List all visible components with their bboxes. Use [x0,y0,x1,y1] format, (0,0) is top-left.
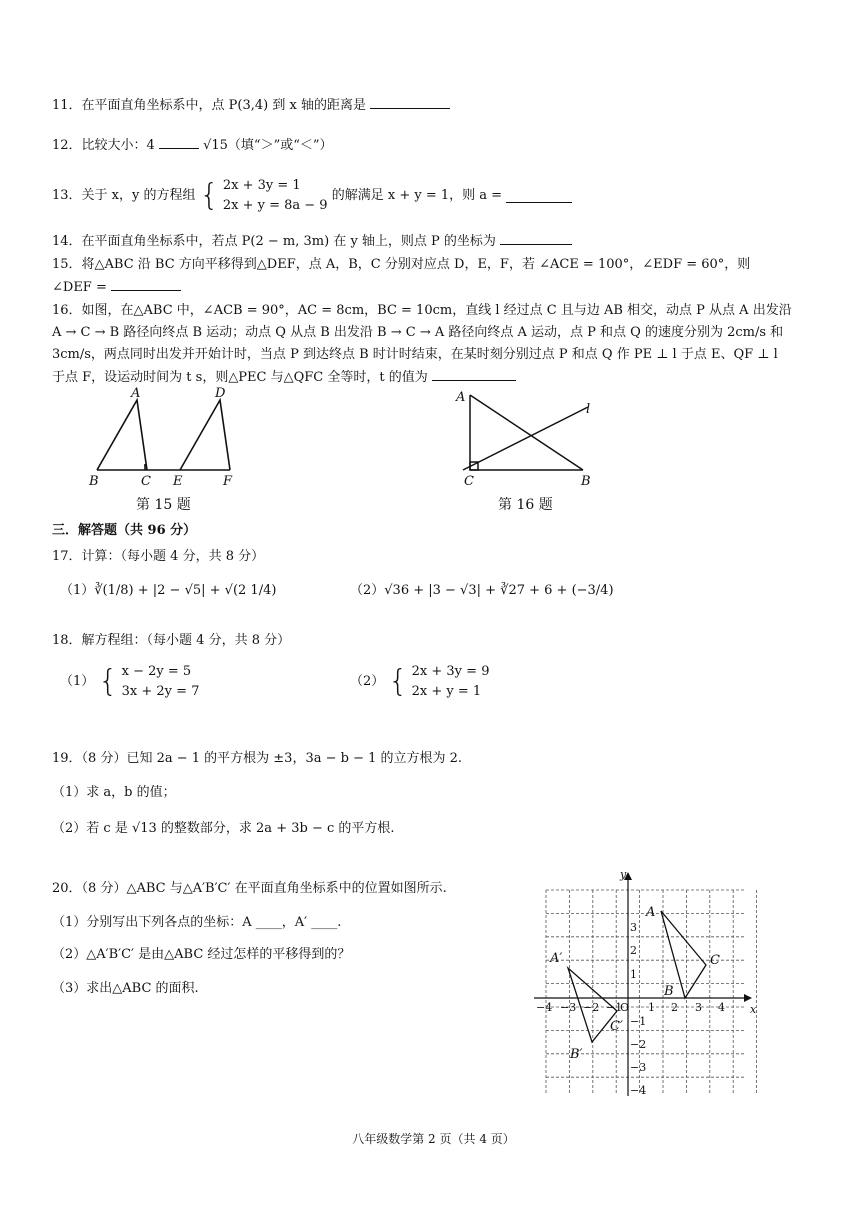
origin-label: O [620,1001,630,1014]
figure-16 [448,385,608,490]
point-C-prime-label: C′ [610,1019,623,1034]
q18-part2 [350,662,489,702]
y-tick-neg2: −2 [630,1038,647,1051]
q13-system [223,176,328,216]
q13-eq2: 2x + y = 8a − 9 [222,198,328,213]
q16-line1: 16．如图，在△ABC 中，∠ACB = 90°，AC = 8cm，BC = 10cm，直线 l 经过点 C 且与边 AB 相交，动点 P 从点 A 出发沿 [52,303,792,318]
y-tick-2: 2 [630,944,637,957]
q12-answer-blank[interactable] [159,136,199,149]
question-11 [52,96,450,115]
q15-line1: 15．将△ABC 沿 BC 方向平移得到△DEF，点 A，B，C 分别对应点 D，E，F，若 ∠ACE = 100°，∠EDF = 60°，则 [52,257,751,272]
q14-text: 14．在平面直角坐标系中，若点 P(2 − m, 3m) 在 y 轴上，则点 P 的坐标为 [52,234,496,249]
question-12 [52,136,333,155]
q13-suffix: 的解满足 x + y = 1，则 a = [331,188,503,203]
q18-p1-label: （1） [60,674,95,689]
q13-brace: { [199,178,219,213]
x-axis-arrow [744,994,752,1002]
y-tick-1: 1 [630,968,637,981]
x-tick-4: 4 [718,1001,725,1014]
q19-part2: （2）若 c 是 √13 的整数部分，求 2a + 3b − c 的平方根. [52,821,395,836]
fig15-label-F: F [223,474,233,489]
fig16-label-A: A [456,390,466,405]
q20-title: 20．（8 分）△ABC 与△A′B′C′ 在平面直角坐标系中的位置如图所示. [52,881,447,896]
q20-part3: （3）求出△ABC 的面积. [52,981,199,996]
y-axis-label: y [620,868,627,881]
fig16-caption: 第 16 题 [498,497,553,513]
q20-part2: （2）△A′B′C′ 是由△ABC 经过怎样的平移得到的？ [52,947,351,962]
question-14 [52,232,572,251]
x-tick-2: 2 [671,1001,678,1014]
fig15-label-B: B [89,474,99,489]
q18-p2-brace: { [388,664,408,699]
page-footer: 八年级数学第 2 页（共 4 页） [352,1132,515,1146]
q17-part1: （1）∛(1/8) + |2 − √5| + √(2 1/4) [60,583,277,598]
q14-answer-blank[interactable] [500,232,572,245]
coordinate-grid-figure [530,868,762,1100]
q13-answer-blank[interactable] [506,190,572,203]
q16-line4: 于点 F，设运动时间为 t s，则△PEC 与△QFC 全等时，t 的值为 [52,370,428,385]
q19-part1: （1）求 a，b 的值； [52,785,176,800]
point-B-prime-label: B′ [570,1047,583,1062]
fig15-label-D: D [215,386,226,401]
fig15-caption: 第 15 题 [136,497,191,513]
q18-p2-eq1: 2x + 3y = 9 [411,664,490,679]
x-tick-neg4: −4 [536,1001,553,1014]
point-B-label: B [664,984,674,999]
q16-line3: 3cm/s，两点同时出发并开始计时，当点 P 到达终点 B 时计时结束，在某时刻分别过点 P 和点 Q 作 PE ⊥ l 于点 E、QF ⊥ l [52,347,778,362]
q20-part1: （1）分别写出下列各点的坐标：A ____，A′ ____. [52,915,342,930]
q16-answer-blank[interactable] [432,368,516,381]
point-A-label: A [646,905,656,920]
x-tick-neg3: −3 [560,1001,577,1014]
q18-p1-brace: { [98,664,118,699]
q18-title: 18．解方程组：（每小题 4 分，共 8 分） [52,633,291,648]
q18-p1-system [122,662,200,702]
q18-p2-system [412,662,490,702]
fig15-label-A: A [131,386,141,401]
q15-answer-blank[interactable] [111,278,181,291]
section-3-heading: 三．解答题（共 96 分） [52,523,197,538]
fig15-label-E: E [173,474,183,489]
q11-answer-blank[interactable] [370,96,450,109]
y-tick-neg4: −4 [630,1084,647,1097]
q13-prefix: 13．关于 x，y 的方程组 [52,188,196,203]
point-A-prime-label: A′ [550,951,563,966]
point-C-label: C [710,953,720,968]
y-tick-neg1: −1 [630,1015,647,1028]
fig16-label-C: C [464,474,474,489]
x-tick-neg2: −2 [583,1001,600,1014]
fig16-label-l: l [586,402,591,417]
q12-suffix: √15（填“＞”或“＜”） [203,138,333,153]
fig15-label-C: C [141,474,151,489]
fig16-label-B: B [581,474,591,489]
question-13 [52,176,572,216]
q18-p2-eq2: 2x + y = 1 [411,684,482,699]
x-tick-3: 3 [695,1001,702,1014]
x-tick-neg1: −1 [606,1001,623,1014]
q18-p1-eq2: 3x + 2y = 7 [121,684,200,699]
q12-prefix: 12．比较大小：4 [52,138,155,153]
figure-15 [85,385,245,490]
x-axis-label: x [750,1003,757,1016]
q18-part1 [60,662,199,702]
y-tick-3: 3 [630,921,637,934]
q18-p2-label: （2） [350,674,385,689]
question-15-line2 [52,278,181,297]
y-tick-neg3: −3 [630,1061,647,1074]
question-15-line1 [52,256,750,274]
q15-line2: ∠DEF = [52,280,107,295]
q18-p1-eq1: x − 2y = 5 [121,664,192,679]
q13-eq1: 2x + 3y = 1 [222,178,301,193]
q11-text: 11．在平面直角坐标系中，点 P(3,4) 到 x 轴的距离是 [52,98,366,113]
q19-title: 19．（8 分）已知 2a − 1 的平方根为 ±3，3a − b − 1 的立方根为 2. [52,751,463,766]
x-tick-1: 1 [648,1001,655,1014]
q16-line2: A → C → B 路径向终点 B 运动；动点 Q 从点 B 出发沿 B → C → A 路径向终点 A 运动，点 P 和点 Q 的速度分别为 2cm/s 和 [52,325,784,340]
q17-part2: （2）√36 + |3 − √3| + ∛27 + 6 + (−3/4) [350,583,614,598]
q17-title: 17．计算：（每小题 4 分，共 8 分） [52,549,265,564]
